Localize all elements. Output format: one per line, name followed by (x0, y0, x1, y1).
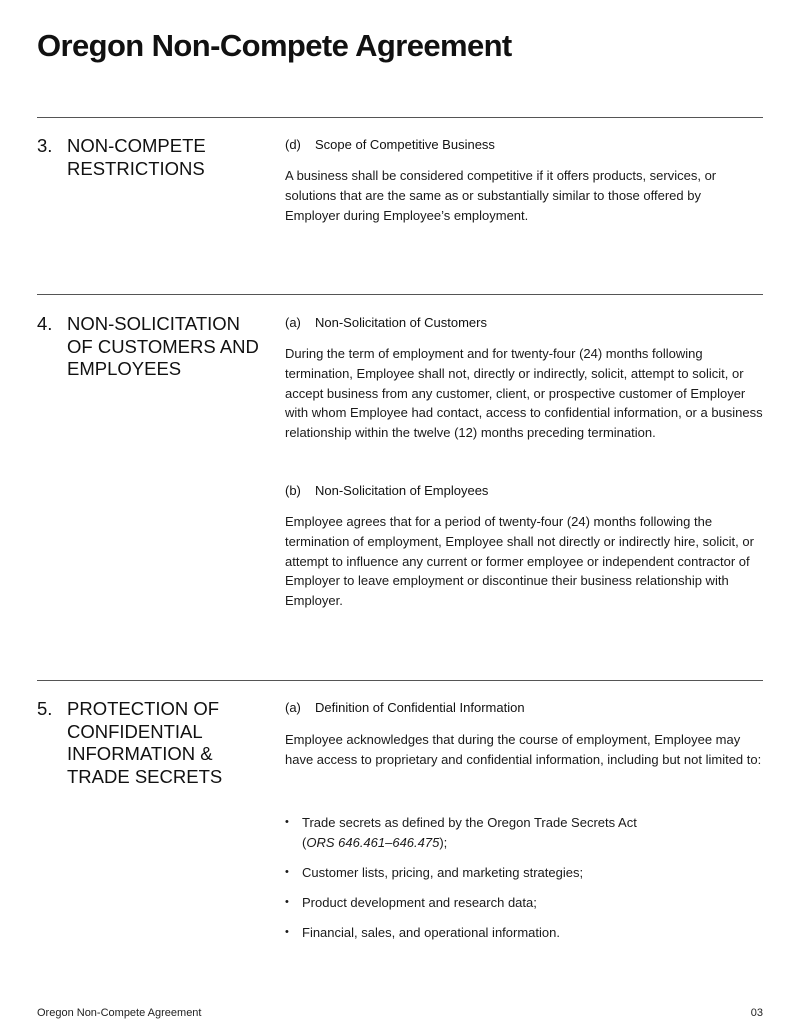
subsection-title: Definition of Confidential Information (315, 700, 525, 715)
list-item-text: Customer lists, pricing, and marketing strategies; (302, 864, 584, 880)
subsection-letter: (a) (285, 315, 301, 330)
section-heading-3 (37, 135, 277, 180)
subsection-title: Non-Solicitation of Employees (315, 483, 489, 498)
subsection-heading-4a (285, 315, 487, 330)
subsection-title: Scope of Competitive Business (315, 137, 495, 152)
section-title: NON-COMPETE RESTRICTIONS (67, 135, 206, 179)
subsection-heading-5a (285, 700, 525, 715)
section-number: 5. (37, 698, 53, 719)
footer-document-name: Oregon Non-Compete Agreement (37, 1007, 202, 1019)
bullet-icon: • (285, 926, 289, 939)
subsection-body: During the term of employment and for twenty-four (24) months following termination, Employee shall not, directly or indirectly, solicit, attempt to solicit, or accept business from any customer, client, or prospective customer of Employer with whom Employee had contact, access to confidential information, or a business relationship within the twelve (12) months preceding termination. (285, 346, 763, 441)
list-item (285, 863, 763, 883)
subsection-letter: (a) (285, 700, 301, 715)
section-divider (37, 294, 763, 295)
confidential-info-list (285, 813, 763, 954)
bullet-icon: • (285, 865, 289, 878)
footer-page-number: 03 (750, 1007, 763, 1019)
section-heading-5 (37, 698, 277, 788)
statute-citation: ORS 646.461–646.475 (306, 834, 440, 850)
list-item-text: Trade secrets as defined by the Oregon Trade Secrets Act (302, 815, 637, 830)
subsection-body: Employee agrees that for a period of twenty-four (24) months following the termination of employment, Employee shall not directly or indirectly hire, solicit, or attempt to influence any current or former employee or independent contractor of Employer to leave employment or discontinue their business relationship with Employer. (285, 514, 754, 609)
bullet-icon: • (285, 816, 289, 828)
document-title: Oregon Non-Compete Agreement (37, 28, 512, 63)
citation-suffix: ); (439, 834, 448, 850)
open-paren: ( (302, 834, 307, 850)
list-item-text: Product development and research data; (302, 895, 537, 911)
section-title: PROTECTION OF CONFIDENTIAL INFORMATION & TRADE SECRETS (67, 698, 223, 787)
list-item-text: Financial, sales, and operational information. (302, 925, 560, 941)
subsection-title: Non-Solicitation of Customers (315, 315, 487, 330)
subsection-body: A business shall be considered competitive if it offers products, services, or solutions that are the same as or substantially similar to those offered by Employer during Employee’s employment. (285, 168, 717, 223)
subsection-letter: (d) (285, 137, 301, 152)
subsection-letter: (b) (285, 483, 301, 498)
bullet-icon: • (285, 896, 289, 909)
list-item (285, 923, 763, 943)
section-heading-4 (37, 313, 277, 381)
subsection-heading-3d (285, 137, 495, 152)
list-item (285, 813, 763, 853)
list-item (285, 893, 763, 913)
section-title: NON-SOLICITATION OF CUSTOMERS AND EMPLOYEES (67, 313, 259, 379)
subsection-heading-4b (285, 483, 488, 498)
section-divider (37, 680, 763, 681)
subsection-body: Employee acknowledges that during the course of employment, Employee may have access to proprietary and confidential information, including but not limited to: (285, 732, 762, 767)
section-number: 3. (37, 135, 53, 156)
section-divider (37, 117, 763, 118)
section-number: 4. (37, 313, 53, 334)
